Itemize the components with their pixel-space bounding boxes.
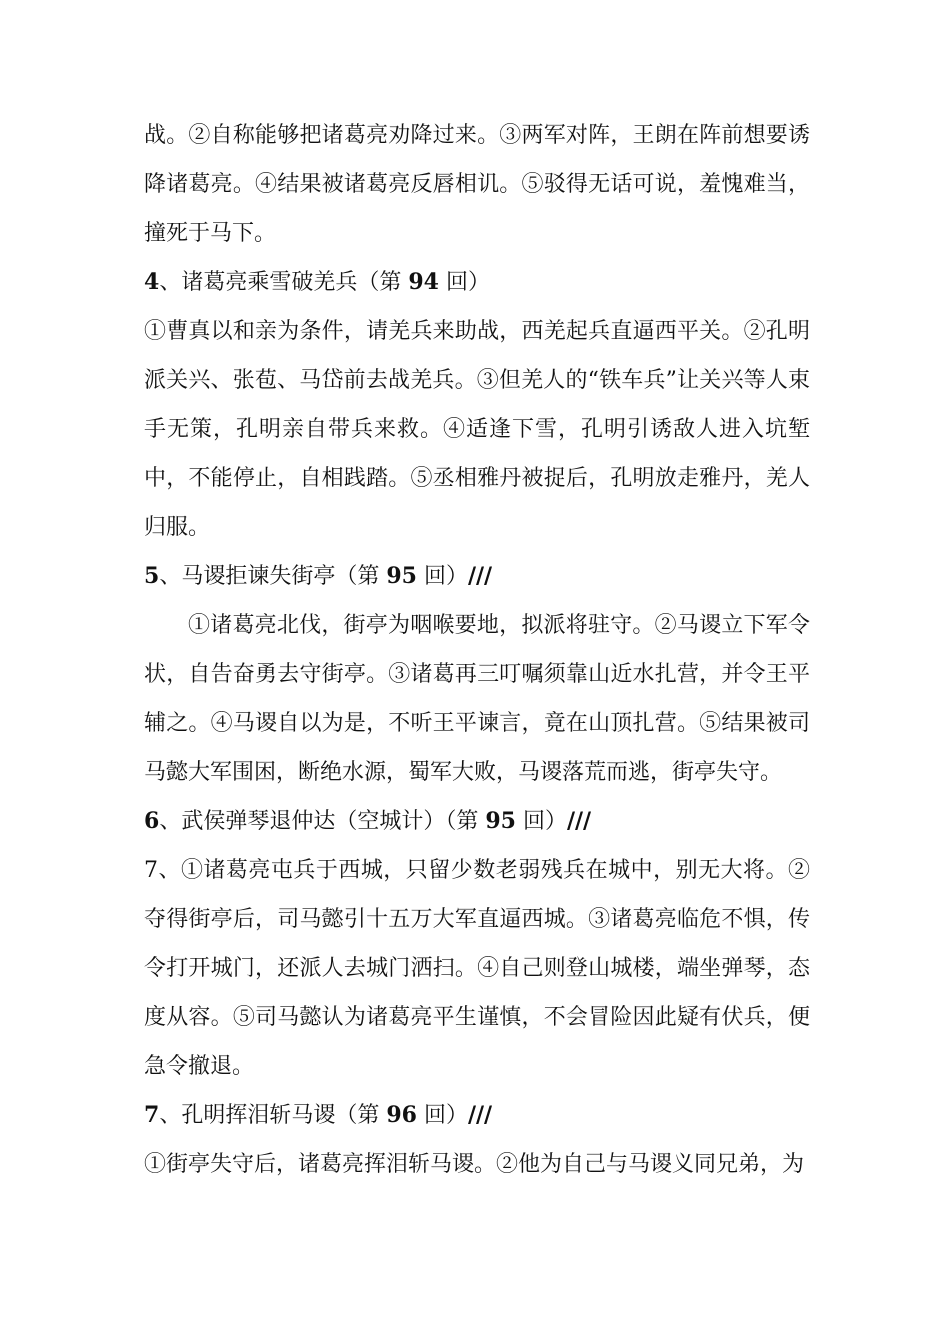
paragraph-section-7: ①街亭失守后，诸葛亮挥泪斩马谡。②他为自己与马谡义同兄弟，为 [144, 1152, 805, 1177]
heading-number: 6 [144, 808, 160, 834]
heading-section-7 [144, 1091, 810, 1140]
heading-section-4 [144, 258, 810, 307]
heading-number: 7 [144, 1102, 160, 1128]
heading-episode-suffix: 回） [445, 270, 490, 295]
paragraph-wang-lang: 战。②自称能够把诸葛亮劝降过来。③两军对阵，王朗在阵前想要诱降诸葛亮。④结果被诸葛亮反唇相讥。⑤驳得无话可说，羞愧难当，撞死于马下。 [144, 123, 810, 246]
heading-episode-suffix: 回） [423, 1103, 468, 1128]
heading-title: 、马谡拒谏失街亭（第 [159, 564, 380, 589]
heading-episode: 96 [386, 1102, 417, 1128]
heading-title: 、孔明挥泪斩马谡（第 [159, 1103, 380, 1128]
heading-mark: /// [566, 808, 592, 834]
heading-section-5 [144, 552, 810, 601]
heading-number: 5 [144, 563, 160, 589]
paragraph-section-6: 7、①诸葛亮屯兵于西城，只留少数老弱残兵在城中，别无大将。②夺得街亭后，司马懿引十五万大军直逼西城。③诸葛亮临危不惧，传令打开城门，还派人去城门洒扫。④自己则登山城楼，端坐弹琴，态度从容。⑤司马懿认为诸葛亮平生谨慎，不会冒险因此疑有伏兵，便急令撤退。 [144, 858, 810, 1079]
heading-mark: /// [467, 563, 493, 589]
heading-section-6 [144, 797, 810, 846]
heading-title: 、武侯弹琴退仲达（空城计）（第 [159, 809, 479, 834]
heading-episode: 95 [386, 563, 417, 589]
paragraph-section-5: ①诸葛亮北伐，街亭为咽喉要地，拟派将驻守。②马谡立下军令状，自告奋勇去守街亭。③诸葛再三叮嘱须靠山近水扎营，并令王平辅之。④马谡自以为是，不听王平谏言，竟在山顶扎营。⑤结果被司马懿大军围困，断绝水源，蜀军大败，马谡落荒而逃，街亭失守。 [144, 613, 810, 785]
heading-episode: 95 [485, 808, 516, 834]
heading-number: 4 [144, 269, 160, 295]
document-body [144, 111, 810, 1189]
heading-title: 、诸葛亮乘雪破羌兵（第 [159, 270, 402, 295]
heading-episode-suffix: 回） [522, 809, 567, 834]
heading-episode: 94 [408, 269, 439, 295]
heading-episode-suffix: 回） [423, 564, 468, 589]
paragraph-section-4: ①曹真以和亲为条件，请羌兵来助战，西羌起兵直逼西平关。②孔明派关兴、张苞、马岱前去战羌兵。③但羌人的“铁车兵”让关兴等人束手无策，孔明亲自带兵来救。④适逢下雪，孔明引诱敌人进入坑堑中，不能停止，自相践踏。⑤丞相雅丹被捉后，孔明放走雅丹，羌人归服。 [144, 319, 810, 540]
heading-mark: /// [467, 1102, 493, 1128]
